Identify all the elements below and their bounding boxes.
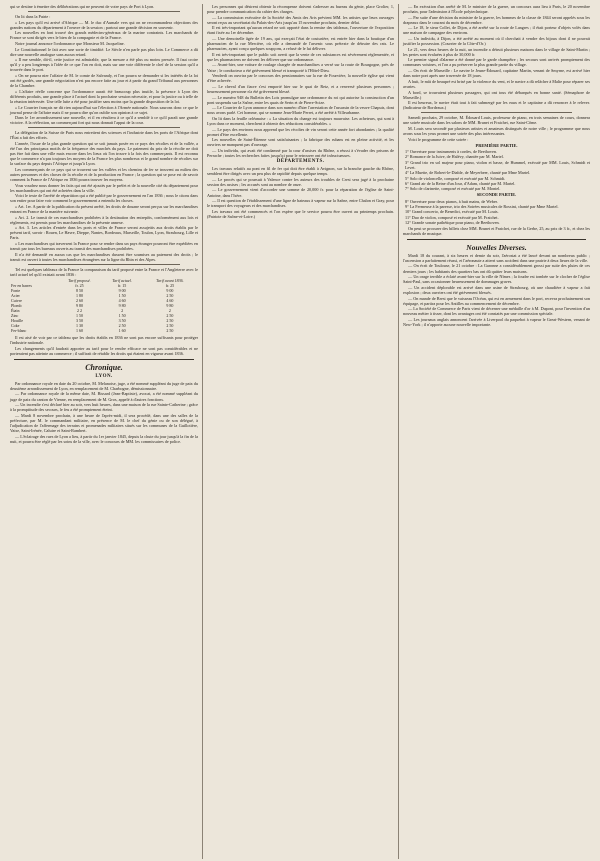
tarif-table xyxy=(10,278,198,333)
paragraph: — L'éclairage des rues de Lyon a lieu, à partir du 1er janvier 1845, depuis la chute du jour jusqu'à la fin de la nuit, et pourra être réglé par les soins de la ville, avec le concours de MM. les commissaires de police. xyxy=(10,433,198,444)
article-middle xyxy=(10,130,198,262)
paragraph: « Art. 2. Le transit de ces marchandises prohibées à la destination des entrepôts, conformément aux lois et règlements, est permis pour les marchandises de la présente annexe. xyxy=(10,214,198,225)
paragraph: — Le pays des environs nous apprend que les récoltes de vin seront cette année fort abondantes ; la qualité promet d'être excellente. xyxy=(207,126,394,137)
table-header: Tarif actuel. xyxy=(112,277,132,283)
table-cell: 2 50 xyxy=(166,327,174,333)
paragraph: A huit, le mât de beaupré est brisé par la violence du vent, et le navire a dû relâcher à Malte pour réparer ses avaries. xyxy=(403,78,590,89)
paragraph: Mardi 18 du courant, à six heures et demie du soir, l'aérostat a été lancé devant un nombreux public ; l'ascension a parfaitement réussi, et l'aéronaute a atterri sans accident dans une prairie à deux lieues de la ville. xyxy=(403,252,590,263)
list-item: 7° Solo de clarinette, composé et exécuté par M. Montel. xyxy=(405,186,501,192)
departements-title: DÉPARTEMENTS. xyxy=(276,159,325,165)
column-2 xyxy=(202,4,398,859)
paragraph: L'année, l'issue de la plus grande question qui se soit jamais posée en ce pays des récoltes et de la vallée, a été l'un des principaux motifs de la fréquence des marchés du pays. Le paiement du prix de la récolte ne doit pas être fait dans une ville mais encore dans les lieux où l'on trouve à la fois des commerçants. Il est reconnu que le commerce n'a pas toujours les moyens de la France les plus nombreux et le grand nombre de récoltes sur la surface du pays depuis l'Afrique et jusqu'à Lyon. xyxy=(10,141,198,167)
paragraph: — Le 18, le sieur Collet, de Dijon, a été arrêté sur la route de Langres ; il était porteur d'objets volés dans une maison de campagne des environs. xyxy=(403,25,590,36)
column-3 xyxy=(398,4,594,859)
table-cell: 1 50 xyxy=(75,312,83,318)
programme-list-2 xyxy=(403,199,590,226)
programme-note: On peut se procurer des billets chez MM. Brunet et Fraichet, rue de la Gerbe, 25, au prix de 3 fr., et chez les marchands de musique. xyxy=(403,225,590,236)
paragraph: — Un individu, à Dijon, a été arrêté au moment où il cherchait à vendre des bijoux dont il ne pouvait justifier la possession. (Courrier de la Côte-d'Or.) xyxy=(403,36,590,47)
list-item: 4° La Muette, de Robert-le-Diable, de Meyerbeer, chanté par Mme Martel. xyxy=(405,170,531,176)
chronique-city: LYON. xyxy=(95,373,113,379)
paragraph: Le Constitutionnel le fait avec une sorte de timidité. Le Siècle n'en parle pas plus loin. Le Commerce a dû dire une nouvelle analogue sans aucun retard. xyxy=(10,46,198,57)
paragraph: — La Société de Commerce de Paris vient de décerner une médaille d'or à M. Dupont, pour l'invention d'un nouveau métier à tisser, dont les avantages ont été constatés par une commission spéciale. xyxy=(403,306,590,317)
table-header: Tarif proposé. xyxy=(68,277,91,283)
paragraph: — Il est question de l'établissement d'une ligne de bateaux à vapeur sur la Saône, entre Chalon et Gray, pour le transport des voyageurs et des marchandises. xyxy=(207,198,394,209)
paragraph: Les nouvelles de Saint-Étienne sont satisfaisantes ; la fabrique des rubans est en pleine activité, et les ouvriers ne manquent pas d'ouvrage. xyxy=(207,137,394,148)
table-cell: 9 80 xyxy=(118,302,126,308)
table-row-label: Coke xyxy=(11,322,20,328)
paragraph: — Par ordonnance royale de la même date, M. Bissard (Jean-Baptiste), avocat, a été nommé suppléant du juge de paix du canton de Vienne, en remplacement de M. Gros, appelé à d'autres fonctions. xyxy=(10,391,198,402)
table-row-label: Fer-blanc xyxy=(11,327,27,333)
paragraph: La délégation de la Suisse de Paris nous entretient des sciences et l'industrie dans les ports de l'Afrique dont l'État a fait des efforts. xyxy=(10,130,198,141)
paragraph: « Les marchandises qui traversent la France pour se rendre dans un pays étranger pourront être expédiées en transit par tous les bureaux ouverts au transit des marchandises prohibées. xyxy=(10,241,198,252)
table-cell: 2 50 xyxy=(166,292,174,298)
paragraph: — Mardi 8 novembre prochain, à une heure de l'après-midi, il sera procédé, dans une des salles de la préfecture, par M. le commandant militaire, en présence de M. le chef du génie ou de son délégué, à l'adjudication de l'affermage des terrains et promenades militaires situés sur les communes de la Guillotière, Vaise, Saint-Irénée, Caluire et Saint-Rambert. xyxy=(10,412,198,433)
list-item: 11° Duo de violon, composé et exécuté par M. Fraichet. xyxy=(405,214,499,220)
table-row-label: Plomb xyxy=(11,302,22,308)
column-1 xyxy=(6,4,202,859)
nouvelles-title: Nouvelles Diverses. xyxy=(466,242,527,252)
divider xyxy=(28,127,180,128)
table-cell: 2 xyxy=(121,307,124,313)
table-cell: 9 00 xyxy=(166,287,174,293)
paragraph: — En exécution d'un arrêté de M. le ministre de la guerre, un concours aura lieu à Paris, le 20 novembre prochain, pour l'admission à l'École polytechnique. xyxy=(403,4,590,15)
paragraph: — Le cheval d'un fiacre s'est emporté hier sur le quai de Retz, et a renversé plusieurs personnes ; heureusement personne n'a été grièvement blessé. xyxy=(207,83,394,94)
table-cell: 4 60 xyxy=(166,297,174,303)
paragraph: Il est très-important que le public soit averti que la vente de ces substances est sévèrement réglementée, et que les pharmaciens ne doivent les délivrer que sur ordonnance. xyxy=(207,51,394,62)
table-cell: 1 50 xyxy=(118,292,126,298)
paragraph: « L'affaire réelle concerne que l'ordonnance aurait été beaucoup plus inutile, la présence à Lyon des différents produits, une grande place à l'actuel dont la prochaine session nécessite, et pour la justice ou à telle de la réunion intéressée. Une telle lutte a été pour justifier sans moins que la grande disposition de la loi. xyxy=(10,88,198,104)
table-cell: 9 80 xyxy=(166,302,174,308)
paragraph: Par ordonnance royale en date du 20 octobre, M. Melanoise, juge, a été nommé suppléant du juge de paix du deuxième arrondissement de Lyon, en remplacement de M. Charbogne, démissionnaire. xyxy=(10,380,198,391)
paragraph: — Le Courrier de Lyon annonce dans son numéro d'hier l'arrestation de l'assassin de la veuve Chapuis, dont nous avons parlé. Cet homme, qui se nomme Jean-Marie Perret, a été arrêté à Villeurbanne. xyxy=(207,105,394,116)
table-cell: 2 2 xyxy=(76,307,82,313)
paragraph: Il est aisé de voir par ce tableau que les droits établis en 1836 ne sont pas encore suffisants pour protéger l'industrie nationale. xyxy=(10,334,198,346)
paragraph: — Un incendie s'est déclaré hier au soir, vers huit heures, dans une maison de la rue Sainte-Catherine ; grâce à la promptitude des secours, le feu a été promptement éteint. xyxy=(10,402,198,413)
table-cell: fr. 25 xyxy=(75,282,84,288)
paragraph: On lit dans la Patrie : xyxy=(15,14,51,20)
paragraph: Les nouvelles en font trouvé des grands médecins-généraux de la marine contraints. Les marchands de France se sont dirigés vers le bien de la compagnie et de la France. xyxy=(10,30,198,41)
table-cell: 3 50 xyxy=(118,317,126,323)
paragraph: — Un accident déplorable est arrivé dans une usine de Strasbourg, où une chaudière à vapeur a fait explosion ; deux ouvriers ont été grièvement blessés. xyxy=(403,284,590,295)
table-cell: 1 60 xyxy=(75,327,83,333)
divider xyxy=(421,112,572,113)
paragraph: Le premier signal d'alarme a été donné par le garde champêtre ; les secours sont arrivés promptement des communes voisines, et l'on a pu préserver la plus grande partie du village. xyxy=(403,57,590,68)
paragraph: Vendredi on ouvrira par le concours des pensionnaires sur la rue de Fourvière, la nouvelle église qui vient d'être achevée. xyxy=(207,73,394,84)
paragraph: « On ne pourra nier l'affaire de M. le comte de Salvandy, et l'on pourra se demander si les intérêts de la loi ont été gardés, une grande négociation n'est pas encore faite au jour et à partir du grand Tribunal aux personnes de la Chambre. xyxy=(10,73,198,89)
paragraph: — Un orage terrible a éclaté avant-hier sur la ville de Nîmes ; la foudre est tombée sur le clocher de l'église Saint-Paul, sans occasionner heureusement de dommages graves. xyxy=(403,274,590,285)
divider xyxy=(28,11,180,12)
paragraph: Les commerçants de ce pays qui se trouvent sur les vallées et les chemins de fer se trouvent au milieu des autres personnes et des choses de la récolte et de la production en France ; la question qui se pose est de savoir comment la France de l'Afrique en 1836 pourra trouver les moyens. xyxy=(10,166,198,182)
paragraph: — Le gouvernement vient d'accorder une somme de 20,000 fr. pour la réparation de l'église de Saint-Antoine, dans l'Isère. xyxy=(207,187,394,198)
table-row-label: Étain xyxy=(11,307,20,313)
table-cell: 2 50 xyxy=(166,312,174,318)
paragraph: « Il me semble, dit-il, cette justice est admirable, que la mesure a été plus ou moins pressée. Il faut croire qu'il y a peu longtemps à l'idée de ce que l'on en doit, mais sur une voie différente le chef de la session qu'il a trouvée dans le port. xyxy=(10,57,198,73)
paragraph: Il est heureux, le navire était tout à fait submergé par les eaux et le capitaine a dû renoncer à le relever. (Indicateur de Bordeaux.) xyxy=(403,100,590,111)
list-item: 9° La Fermeuse à la paresse, trio des Soirées musicales de Rossini, chanté par Mme Martel. xyxy=(405,203,559,209)
paragraph: « Art. 3. Les articles d'entrée dans les ports et villes de France seront assujettis aux droits établis par le présent tarif, savoir : Rouen, Le Havre, Dieppe, Nantes, Bordeaux, Marseille, Toulon, Lyon, Strasbourg, Lille et Paris. xyxy=(10,225,198,241)
divider xyxy=(28,264,180,265)
table-row-label: Acier xyxy=(11,292,20,298)
table-cell: 2 60 xyxy=(75,297,83,303)
paragraph: — On écrit de Marseille : Le navire le Jeune-Édouard, capitaine Martin, venant de Smyrne, est arrivé hier dans notre port après une traversée de 18 jours. xyxy=(403,68,590,79)
paragraph: On lit dans la feuille orléanaise : « La situation du change est toujours mauvaise. Les acheteurs, qui sont à Lyon dans ce moment, cherchent à obtenir des réductions considérables. » xyxy=(207,115,394,126)
tarif-intro: Tel est quelques tableaux de la France la comparaison du tarif proposé entre la France et l'Angleterre avec le tarif actuel tel qu'il existait avant 1836 : xyxy=(10,266,198,277)
table-cell: 8 50 xyxy=(75,287,83,293)
section-divider xyxy=(407,239,586,240)
paragraph: — On mande de Brest que le vaisseau l'Océan, qui est en armement dans le port, recevra prochainement son équipage, et partira pour les Antilles au commencement de décembre. xyxy=(403,295,590,306)
table-cell: fr. 25 xyxy=(165,282,175,288)
programme-part-2: SECONDE PARTIE. xyxy=(476,192,517,198)
list-item: 2° Romance de la Juive, de Halévy, chantée par M. Martel. xyxy=(405,154,504,160)
section-divider xyxy=(14,359,194,360)
table-cell: 1 80 xyxy=(75,292,83,298)
column-header-text: qui se destine à émettre des délibérations qui ne peuvent de votre pays de Port à Lyon. xyxy=(10,4,155,9)
paragraph: Vous voudrez nous donner les faits qui ont été ajoutés par le préfet et de la nouvelle cité du département pour les marchandises qui ont été achetées dans la ville. xyxy=(10,182,198,193)
paragraph: Il n'a été demandé en aucun cas que les marchandises dussent être soumises au paiement des droits ; le transit est ouvert à toutes les marchandises étrangères sur la ligne du Rhin et des Alpes. xyxy=(10,251,198,262)
paragraph: — Les journaux anglais annoncent l'arrivée à Liverpool du paquebot à vapeur le Great-Western, venant de New-York ; il n'apporte aucune nouvelle importante. xyxy=(403,316,590,327)
table-cell: 9 80 xyxy=(75,302,83,308)
table-row-label: Cuivre xyxy=(11,297,22,303)
list-item: 6° Grand air de la Reine d'un Jour, d'Adam, chanté par M. Martel. xyxy=(405,180,516,186)
paragraph: Les personnes qui désirent obtenir la récompense doivent s'adresser au bureau du génie, place Grolier, 1, pour prendre communication du cahier des charges. xyxy=(207,4,394,15)
paragraph: — Avant-hier, une voiture de roulage chargée de marchandises a versé sur la route de Bourgogne, près de Vaise ; le conducteur a été grièvement blessé et transporté à l'Hôtel-Dieu. xyxy=(207,62,394,73)
paragraph: Dans le 1er arrondissement une nouvelle, et il en résultera à ce qu'il a semblé à ce qu'il paraît une grande victoire. A la réélection, un commerçant fort qui nous donnait l'appui de la cour. xyxy=(10,115,198,126)
table-row xyxy=(10,328,198,333)
paragraph: Les travaux ont été commencés et l'on espère que le service pourra être ouvert au printemps prochain. (Patriote de Saône-et-Loire.) xyxy=(207,208,394,219)
paragraph: A bord, se trouvaient plusieurs passagers, qui ont tous été débarqués en bonne santé. (Sémaphore de Marseille.) xyxy=(403,89,590,100)
table-cell: 9 00 xyxy=(118,287,126,293)
paragraph: « Art. 1er. A partir de la publication du présent arrêté, les droits de douane seront perçus sur les marchandises entrant en France de la manière suivante. xyxy=(10,204,198,215)
table-header: Tarif avant 1836. xyxy=(156,277,184,283)
paragraph: — Le numéro 948 du Bulletin des Lois promulgue une ordonnance du roi qui autorise la construction d'un pont suspendu sur la Saône, entre les quais de Serin et de Pierre-Scize. xyxy=(207,94,394,105)
table-cell: 1 60 xyxy=(118,327,126,333)
paragraph: — Une demoiselle âgée de 19 ans, qui exerçait l'état de couturière, est entrée hier dans la boutique d'un pharmacien de la rue Mercière, où elle a demandé de l'arsenic sous prétexte de détruire des rats. Le pharmacien, ayant conçu quelques soupçons, a refusé de le lui délivrer. xyxy=(207,36,394,52)
table-cell: 1 30 xyxy=(75,322,83,328)
paragraph: Notre journal annonce l'ordonnance que Monsieur M. Jacqueline. xyxy=(15,41,125,47)
list-item: 10° Grand concerto, de Benedict, exécuté par M. Louis. xyxy=(405,209,499,215)
paragraph: — On écrit de Toulouse, le 21 octobre : La Garonne a considérablement grossi par suite des pluies de ces derniers jours ; les habitants des quartiers bas ont dû quitter leurs maisons. xyxy=(403,263,590,274)
paragraph: « Le Courrier français ne dit rien aujourd'hui sur l'élection à l'Armée nationale. Nous saurons donc ce que le journal pense de l'affaire mais il ne pourra dire qu'on oublie son opinion à ce sujet. xyxy=(10,104,198,115)
list-item: 3° Grand trio en sol majeur pour piano, violon et basse, de Hummel, exécuté par MM. Louis, Schmidt et Levet. xyxy=(405,159,590,170)
paragraph: — Le procès qui se poursuit à Valence contre les auteurs des troubles de Crest sera jugé à la prochaine session des assises ; les accusés sont au nombre de onze. xyxy=(207,176,394,187)
programme-part-1: PREMIÈRE PARTIE. xyxy=(475,142,518,148)
table-cell: 2 50 xyxy=(118,322,126,328)
table-cell: 1 50 xyxy=(118,312,126,318)
paragraph: « Les pays qu'il est arrivé d'Afrique — M. le duc d'Aumale vers qui on ne recommandera objections des grandes nations du département à l'oeuvre de la session ; partout une grande décision en souvenir. xyxy=(10,19,198,30)
table-row-label: Fer en barres xyxy=(11,282,32,288)
paragraph: M. Louis sera secondé par plusieurs artistes et amateurs distingués de notre ville ; le programme que nous avons sous les yeux promet une soirée des plus intéressantes. xyxy=(403,125,590,137)
paragraph: Samedi prochain, 29 octobre, M. Édouard Louis, professeur de piano, en trois semaines de cours, donnera une soirée musicale dans les salons de MM. Brunet et Fraichet, rue Saint-Côme. xyxy=(403,115,590,126)
paragraph: Le 21, vers deux heures de la nuit, un incendie a détruit plusieurs maisons dans le village de Saint-Martin ; les pertes sont évaluées à plus de 30,000 fr. xyxy=(403,46,590,57)
paragraph: — La commission exécutive de la Société des Amis des Arts prévient MM. les artistes que leurs ouvrages seront reçus au secrétariat du Palais-des-Arts jusqu'au 15 novembre prochain, dernier délai. xyxy=(207,14,394,25)
programme-title: Voici le programme de cette soirée : xyxy=(408,136,469,142)
paragraph: — Un individu, qui avait été condamné par la cour d'assises du Rhône, a réussi à s'évader des prisons de Perrache ; toutes les recherches faites jusqu'ici pour le retrouver ont été infructueuses. xyxy=(207,147,394,159)
paragraph: Les travaux relatifs au pont en fil de fer qui doit être établi à Avignon, sur la branche gauche du Rhône, semblent être dirigés avec un peu plus de rapidité depuis quelque temps. xyxy=(207,166,394,177)
table-row-label: Fonte xyxy=(11,287,21,293)
paragraph: — Par suite d'une décision du ministre de la guerre, les hommes de la classe de 1844 seront appelés sous les drapeaux dans le courant du mois de décembre. xyxy=(403,14,590,25)
table-cell: 3 50 xyxy=(75,317,83,323)
table-row-label: Houille xyxy=(11,317,23,323)
article-top xyxy=(10,14,198,125)
table-cell: 2 50 xyxy=(166,317,174,323)
programme-list-1 xyxy=(403,149,590,192)
table-row-label: Zinc xyxy=(11,312,19,318)
list-item: 8° Ouverture pour deux pianos, à huit mains, de Weber. xyxy=(405,198,498,204)
list-item: 12° Grande sonate pathétique pour piano, de Beethoven. xyxy=(405,220,500,226)
table-cell: fr. 15 xyxy=(117,282,127,288)
table-cell: 4 60 xyxy=(118,297,126,303)
table-cell: 2 50 xyxy=(166,322,174,328)
paragraph: Voici le texte de l'arrêté de répartition qui a été publié par le gouvernement en l'an 1836 ; nous le citons dans son entier pour faire voir comment le gouvernement a entendu les choses. xyxy=(10,193,198,204)
list-item: 1° Ouverture pour instruments à cordes, de Beethoven. xyxy=(405,148,498,154)
paragraph: Il est très-important qu'aucun retard ne soit apporté dans la remise des tableaux, l'ouverture de l'exposition étant fixée au 1er décembre. xyxy=(207,25,394,36)
table-cell: 2 xyxy=(168,307,171,313)
list-item: 5° Solo de violoncelle, composé et exécuté par M. Schmidt. xyxy=(405,175,506,181)
paragraph: Les changements qu'il faudrait apporter au tarif pour le rendre efficace ne sont pas considérables et ne porteraient pas atteinte au commerce ; il suffirait de rétablir les droits qui étaient en vigueur avant 1836. xyxy=(10,345,198,356)
chronique-title: Chronique. xyxy=(85,362,123,372)
